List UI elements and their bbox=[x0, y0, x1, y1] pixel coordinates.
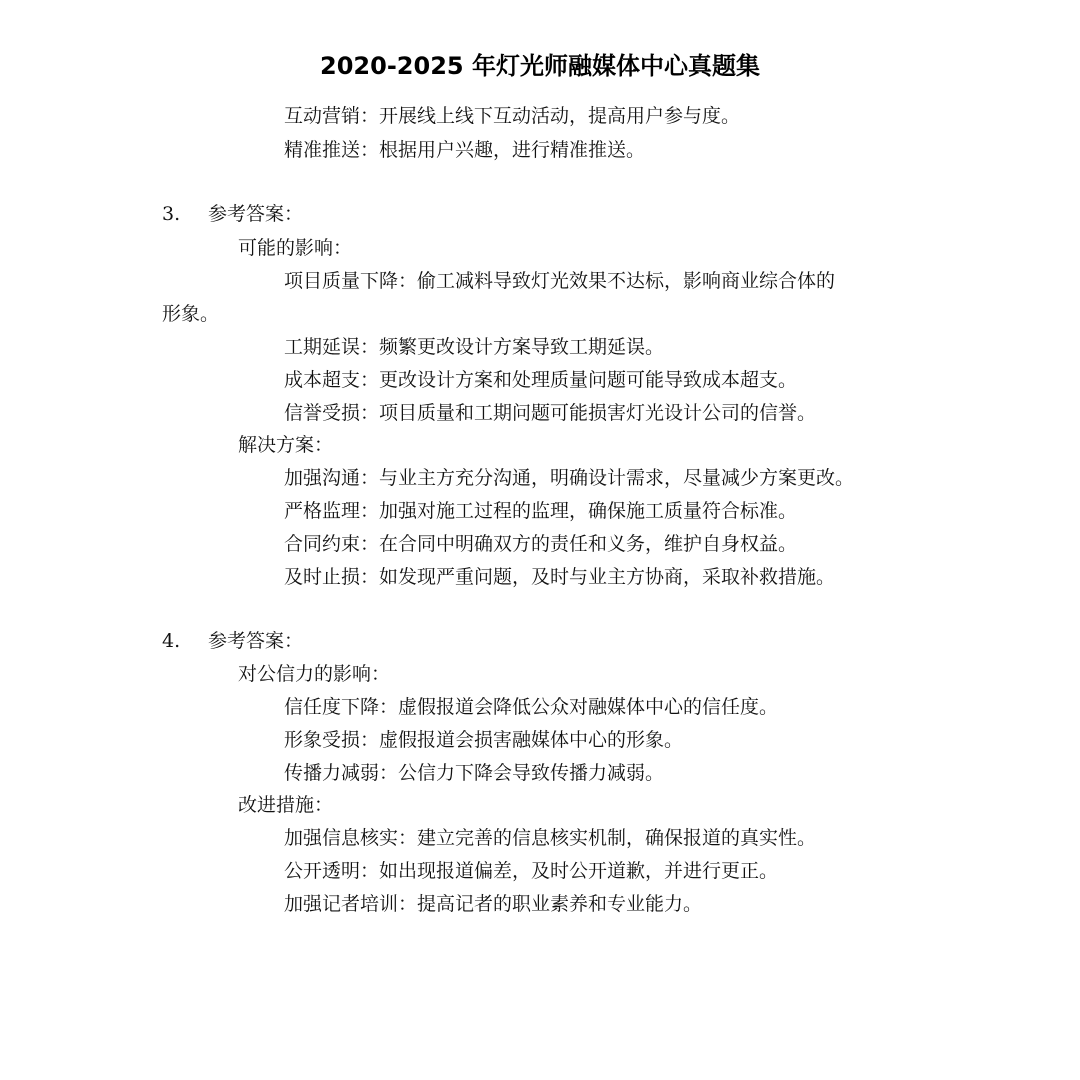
section-heading-solution: 解决方案： bbox=[238, 434, 334, 456]
list-item: 传播力减弱：公信力下降会导致传播力减弱。 bbox=[284, 762, 665, 784]
list-item: 成本超支：更改设计方案和处理质量问题可能导致成本超支。 bbox=[284, 369, 798, 391]
list-item: 加强沟通：与业主方充分沟通，明确设计需求，尽量减少方案更改。 bbox=[284, 467, 855, 489]
page-title: 2020-2025 年灯光师融媒体中心真题集 bbox=[320, 52, 760, 80]
question-number: 4. bbox=[162, 630, 181, 652]
answer-heading: 参考答案： bbox=[208, 630, 304, 652]
intro-item: 精准推送：根据用户兴趣，进行精准推送。 bbox=[284, 139, 646, 161]
list-item: 合同约束：在合同中明确双方的责任和义务，维护自身权益。 bbox=[284, 533, 798, 555]
list-item: 加强记者培训：提高记者的职业素养和专业能力。 bbox=[284, 893, 703, 915]
list-item: 严格监理：加强对施工过程的监理，确保施工质量符合标准。 bbox=[284, 500, 798, 522]
list-item: 信任度下降：虚假报道会降低公众对融媒体中心的信任度。 bbox=[284, 696, 779, 718]
list-item: 形象受损：虚假报道会损害融媒体中心的形象。 bbox=[284, 729, 684, 751]
intro-item: 互动营销：开展线上线下互动活动，提高用户参与度。 bbox=[284, 105, 741, 127]
section-heading-improve: 改进措施： bbox=[238, 794, 334, 816]
list-item: 工期延误：频繁更改设计方案导致工期延误。 bbox=[284, 336, 665, 358]
list-item: 信誉受损：项目质量和工期问题可能损害灯光设计公司的信誉。 bbox=[284, 402, 817, 424]
answer-heading: 参考答案： bbox=[208, 203, 304, 225]
section-heading-impact: 可能的影响： bbox=[238, 237, 353, 259]
question-number: 3. bbox=[162, 203, 181, 225]
list-item: 及时止损：如发现严重问题，及时与业主方协商，采取补救措施。 bbox=[284, 566, 836, 588]
section-heading-impact: 对公信力的影响： bbox=[238, 663, 391, 685]
list-item: 公开透明：如出现报道偏差，及时公开道歉，并进行更正。 bbox=[284, 860, 779, 882]
list-item-continuation: 形象。 bbox=[162, 303, 220, 325]
list-item: 加强信息核实：建立完善的信息核实机制，确保报道的真实性。 bbox=[284, 827, 817, 849]
list-item: 项目质量下降：偷工减料导致灯光效果不达标，影响商业综合体的 bbox=[284, 270, 836, 292]
